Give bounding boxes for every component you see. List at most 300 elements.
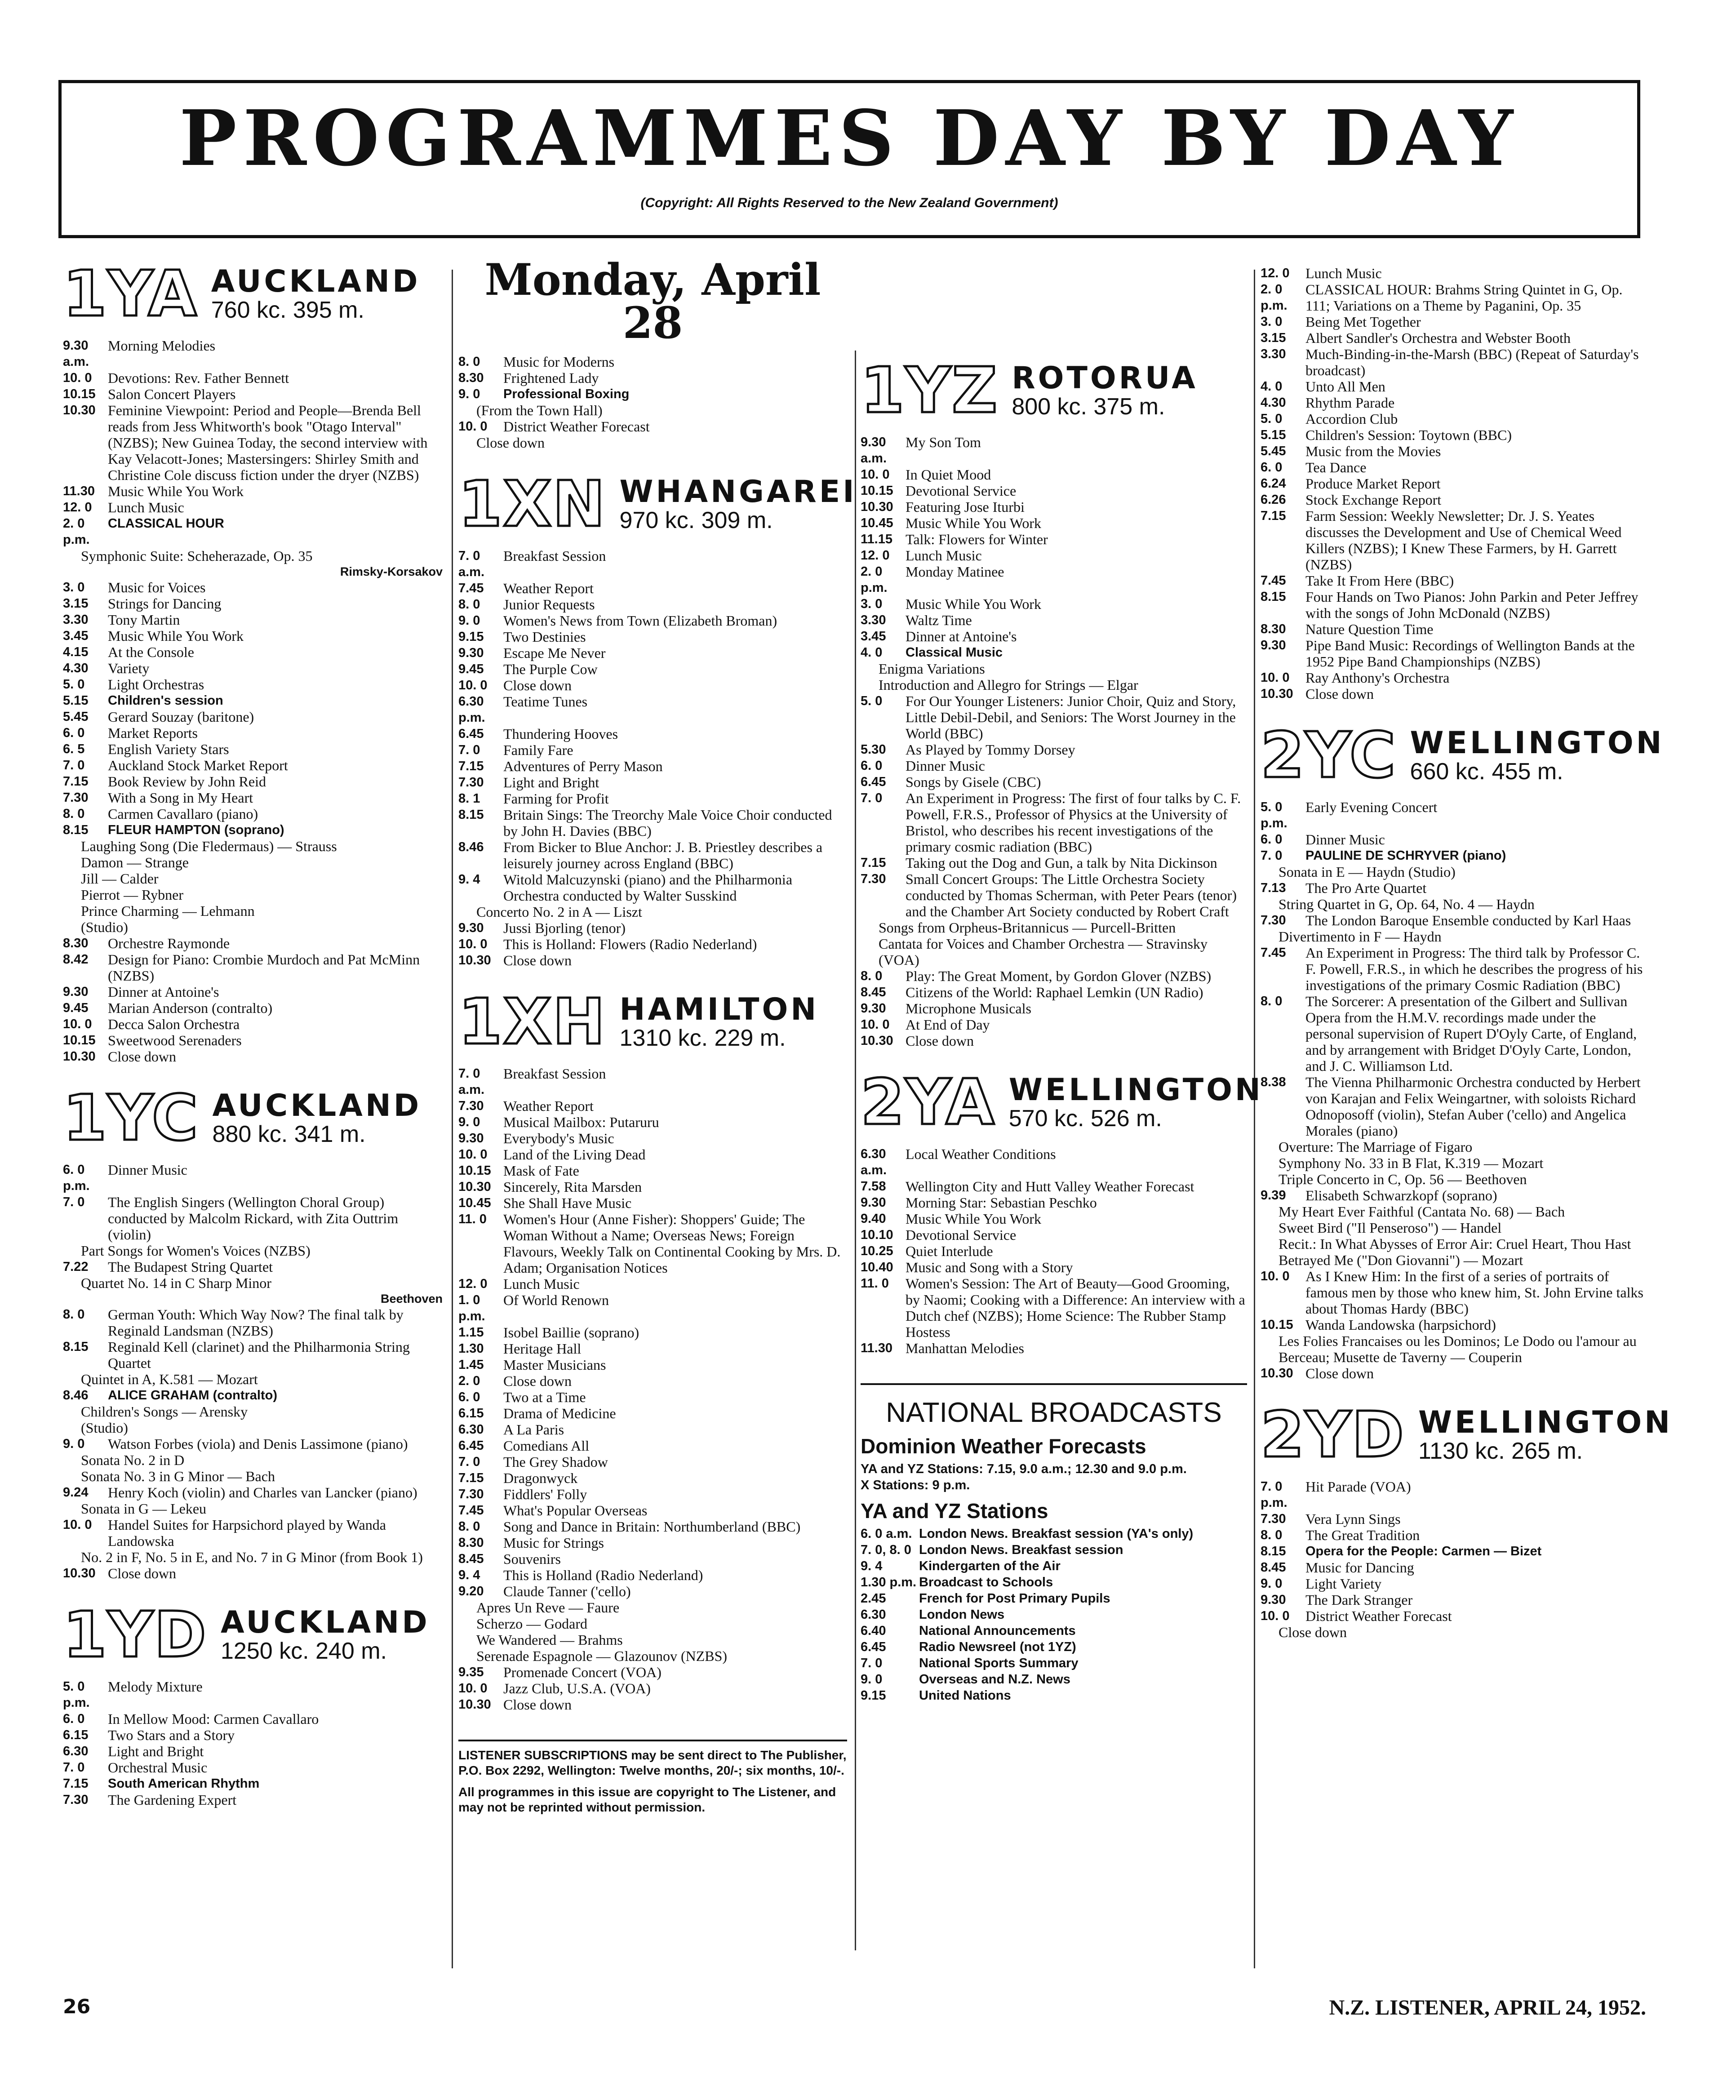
programme-item xyxy=(63,515,443,548)
programme-time: 8.15 xyxy=(1261,590,1286,604)
programme-item xyxy=(861,1033,1247,1049)
station-frequency: 1310 kc. 229 m. xyxy=(619,1025,786,1052)
programme-title: Promenade Concert (VOA) xyxy=(503,1664,662,1680)
programme-item xyxy=(63,1484,443,1501)
programme-time: 1.45 xyxy=(458,1358,484,1372)
programme-item xyxy=(458,1405,847,1421)
programme-item xyxy=(1261,589,1647,621)
programme-time: 10. 0 xyxy=(861,467,890,482)
programme-time: 4. 0 xyxy=(1261,379,1283,394)
programme-list xyxy=(861,434,1247,1049)
programme-title: Feminine Viewpoint: Period and People—Brenda Bell reads from Jess Whitworth's book "Otago Interval" (NZBS); New Guinea Today, the second interview with Kay Velacott-Jones; Mastersingers: Shirley Smith and Christine Cole discuss fiction under the dryer (NZBS) xyxy=(108,402,428,483)
programme-item xyxy=(63,499,443,515)
programme-item xyxy=(63,1517,443,1549)
programme-time: 7.30 xyxy=(861,872,886,886)
programme-time: 7.15 xyxy=(63,774,89,789)
programme-item xyxy=(458,1502,847,1518)
programme-item xyxy=(458,1211,847,1276)
programme-item xyxy=(63,1743,443,1759)
programme-title: Dinner Music xyxy=(1305,831,1385,848)
programme-title: The Sorcerer: A presentation of the Gilbert and Sullivan Opera from the H.M.V. recordings made under the personal supervision of Rupert D'Oyly Carte, of England, and by arrangement with Bridget D'Oyly Carte, London, and J. C. Williamson Ltd. xyxy=(1305,993,1637,1074)
programme-time: 10.30 xyxy=(458,1180,491,1194)
programme-time: 9.20 xyxy=(458,1584,484,1598)
programme-title: Rhythm Parade xyxy=(1305,395,1395,411)
national-time: 7. 0 xyxy=(861,1656,883,1670)
programme-time: 5.15 xyxy=(1261,428,1286,442)
programme-title: Britain Sings: The Treorchy Male Voice Choir conducted by John H. Davies (BBC) xyxy=(503,807,832,839)
forecast-title: Dominion Weather Forecasts xyxy=(861,1434,1146,1458)
programme-time: 8. 0 xyxy=(63,1307,85,1322)
programme-item xyxy=(1261,848,1647,864)
programme-list xyxy=(63,1162,443,1581)
programme-time: 7.22 xyxy=(63,1260,89,1274)
programme-time: 8. 0 xyxy=(861,969,883,983)
station-info xyxy=(1410,727,1665,785)
programme-title: Waltz Time xyxy=(906,612,972,628)
programme-item xyxy=(458,726,847,742)
programme-title: In Quiet Mood xyxy=(906,466,991,483)
programme-item xyxy=(861,1275,1247,1340)
programme-title: Two Destinies xyxy=(503,629,586,645)
national-title-text: Kindergarten of the Air xyxy=(919,1559,1061,1573)
programme-item xyxy=(63,1711,443,1727)
column-1 xyxy=(63,258,443,1826)
programme-title: Music While You Work xyxy=(108,628,244,644)
programme-title: Devotions: Rev. Father Bennett xyxy=(108,370,289,386)
programme-time: 9.45 xyxy=(63,1001,89,1015)
programme-time: 8.46 xyxy=(63,1388,89,1403)
programme-detail: Sonata in E — Haydn (Studio) xyxy=(1279,864,1456,880)
programme-time: 7. 0 xyxy=(63,758,85,773)
national-time: 9. 0 xyxy=(861,1672,883,1687)
forecast-line: X Stations: 9 p.m. xyxy=(861,1478,970,1492)
national-time: 7. 0, 8. 0 xyxy=(861,1543,911,1557)
programme-title: Sincerely, Rita Marsden xyxy=(503,1179,642,1195)
column-2 xyxy=(458,254,857,1815)
programme-item xyxy=(63,806,443,822)
programme-detail: Laughing Song (Die Fledermaus) — Strauss xyxy=(81,838,337,854)
programme-title: An Experiment in Progress: The first of four talks by C. F. Powell, F.R.S., Professor of Physics at the University of Bristol, who describes his recent investigations of the primary cosmic radiation (BBC) xyxy=(906,790,1241,855)
station-logo: 1XH xyxy=(458,986,606,1059)
programme-time: 7.30 xyxy=(1261,913,1286,928)
programme-title: Drama of Medicine xyxy=(503,1405,616,1421)
programme-title: Fiddlers' Folly xyxy=(503,1486,587,1502)
programme-time: 7. 0 xyxy=(458,743,480,757)
programme-item xyxy=(458,758,847,774)
station-info xyxy=(1418,1404,1673,1465)
station-frequency: 970 kc. 309 m. xyxy=(619,507,773,534)
programme-detail: Serenade Espagnole — Glazounov (NZBS) xyxy=(476,1648,728,1664)
national-time: 6.45 xyxy=(861,1640,886,1654)
programme-time: 6.45 xyxy=(458,727,484,741)
programme-item xyxy=(458,1421,847,1438)
programme-item xyxy=(1261,1543,1647,1559)
programme-time: 10.40 xyxy=(861,1260,893,1274)
station-header xyxy=(63,258,443,331)
programme-detail: Songs from Orpheus-Britannicus — Purcell-Britten xyxy=(879,919,1176,936)
programme-time: 2. 0 p.m. xyxy=(63,516,90,547)
programme-time: 11.30 xyxy=(861,1341,892,1355)
station-header xyxy=(63,1598,443,1672)
national-time: 6.30 xyxy=(861,1607,886,1622)
programme-item xyxy=(458,1324,847,1341)
programme-item xyxy=(63,579,443,595)
programme-title: The Purple Cow xyxy=(503,661,598,677)
programme-time: 6.26 xyxy=(1261,493,1286,507)
programme-time: 3.30 xyxy=(861,613,886,627)
programme-time: 10.15 xyxy=(861,484,893,498)
programme-time: 5. 0 p.m. xyxy=(1261,800,1288,830)
programme-item xyxy=(1261,993,1647,1074)
programme-title: Classical Music xyxy=(906,645,1003,660)
programme-item xyxy=(458,1551,847,1567)
programme-item xyxy=(458,774,847,790)
programme-item xyxy=(1261,1608,1647,1624)
programme-time: 9. 0 xyxy=(1261,1576,1283,1591)
column-3 xyxy=(861,354,1263,1704)
programme-time: 6.45 xyxy=(861,775,886,789)
programme-title: Jussi Bjorling (tenor) xyxy=(503,920,626,936)
programme-time: 10.15 xyxy=(63,1033,96,1048)
programme-title: Lunch Music xyxy=(906,547,982,564)
programme-title: German Youth: Which Way Now? The final talk by Reginald Landsman (NZBS) xyxy=(108,1306,404,1339)
programme-title: Carmen Cavallaro (piano) xyxy=(108,806,258,822)
programme-title: Nature Question Time xyxy=(1305,621,1434,637)
station-logo: 1YD xyxy=(63,1598,207,1672)
national-item xyxy=(861,1655,1247,1671)
programme-time: 8. 0 xyxy=(458,597,480,612)
programme-item xyxy=(458,1066,847,1098)
programme-item xyxy=(63,1759,443,1776)
programme-title: Taking out the Dog and Gun, a talk by Nita Dickinson xyxy=(906,855,1217,871)
programme-title: Lunch Music xyxy=(1305,265,1382,281)
programme-time: 6. 0 xyxy=(63,726,85,740)
programme-detail: Part Songs for Women's Voices (NZBS) xyxy=(81,1243,311,1259)
programme-detail: Quartet No. 14 in C Sharp Minor xyxy=(81,1275,271,1291)
programme-title: Book Review by John Reid xyxy=(108,773,266,790)
station-frequency: 880 kc. 341 m. xyxy=(212,1121,366,1148)
programme-title: Salon Concert Players xyxy=(108,386,236,402)
programme-item xyxy=(458,1470,847,1486)
programme-title: Local Weather Conditions xyxy=(906,1146,1056,1162)
programme-item xyxy=(1261,508,1647,573)
programme-item xyxy=(458,613,847,629)
programme-item xyxy=(861,855,1247,871)
programme-item xyxy=(63,741,443,757)
programme-item xyxy=(861,1000,1247,1017)
programme-item xyxy=(458,1130,847,1146)
programme-time: 10.30 xyxy=(458,1697,491,1712)
programme-title: Close down xyxy=(503,1696,572,1713)
station-frequency: 1130 kc. 265 m. xyxy=(1418,1438,1583,1465)
programme-item xyxy=(458,1357,847,1373)
station-logo: 2YC xyxy=(1261,719,1397,792)
programme-title: Women's Session: The Art of Beauty—Good Grooming, by Naomi; Cooking with a Difference: An interview with a Dutch chef (NZBS); Home Science: The Rubber Stamp Hostess xyxy=(906,1275,1245,1340)
programme-title: Being Met Together xyxy=(1305,314,1421,330)
programme-time: 3.30 xyxy=(63,613,89,627)
national-item xyxy=(861,1526,1247,1542)
station-info xyxy=(620,476,857,534)
page-title: PROGRAMMES DAY BY DAY xyxy=(179,93,1520,183)
programme-title: The English Singers (Wellington Choral Group) conducted by Malcolm Rickard, with Zita Outtrim (violin) xyxy=(108,1194,399,1243)
station-logo: 2YA xyxy=(861,1066,995,1139)
programme-title: ALICE GRAHAM (contralto) xyxy=(108,1388,277,1403)
programme-time: 7. 0 a.m. xyxy=(458,1066,485,1097)
programme-time: 7. 0 xyxy=(63,1760,85,1775)
programme-item xyxy=(1261,281,1647,314)
programme-item xyxy=(1261,492,1647,508)
station-info xyxy=(1012,362,1198,420)
programme-time: 8.30 xyxy=(1261,622,1286,636)
programme-time: 8. 0 xyxy=(63,807,85,821)
programme-detail: Pierrot — Rybner xyxy=(81,887,184,903)
programme-title: Two Stars and a Story xyxy=(108,1727,235,1743)
programme-item xyxy=(63,1565,443,1581)
programme-time: 10.45 xyxy=(861,516,893,530)
station-info xyxy=(213,1090,422,1148)
programme-item xyxy=(63,1678,443,1711)
programme-detail: Symphony No. 33 in B Flat, K.319 — Mozart xyxy=(1279,1155,1544,1171)
programme-title: Monday Matinee xyxy=(906,564,1004,580)
programme-item xyxy=(63,628,443,644)
programme-item xyxy=(458,354,847,370)
programme-time: 6. 0 p.m. xyxy=(63,1163,90,1193)
programme-item xyxy=(63,676,443,693)
national-title-text: National Sports Summary xyxy=(919,1656,1079,1670)
programme-title: Wanda Landowska (harpsichord) xyxy=(1305,1317,1496,1333)
programme-item xyxy=(458,677,847,693)
programme-time: 5.45 xyxy=(63,710,89,724)
composer-credit: Rimsky-Korsakov xyxy=(340,565,443,578)
programme-detail: Apres Un Reve — Faure xyxy=(476,1599,620,1616)
programme-time: 6.45 xyxy=(458,1438,484,1453)
programme-time: 10. 0 xyxy=(63,371,92,385)
programme-time: 3.15 xyxy=(63,596,89,611)
national-time: 2.45 xyxy=(861,1591,886,1606)
programme-title: Orchestre Raymonde xyxy=(108,935,230,951)
programme-item xyxy=(63,1032,443,1048)
column-rule xyxy=(855,351,856,1950)
station-info xyxy=(619,991,819,1052)
programme-time: 5. 0 xyxy=(63,677,85,692)
programme-title: Of World Renown xyxy=(503,1292,609,1308)
programme-title: Devotional Service xyxy=(906,483,1017,499)
programme-item xyxy=(1261,621,1647,637)
programme-time: 9.30 a.m. xyxy=(63,338,89,369)
programme-item xyxy=(458,1696,847,1713)
programme-title: For Our Younger Listeners: Junior Choir, Quiz and Story, Little Debil-Debil, and Seniors: The Worst Journey in the World (BBC) xyxy=(906,693,1236,741)
programme-title: Ray Anthony's Orchestra xyxy=(1305,670,1450,686)
national-title: NATIONAL BROADCASTS xyxy=(861,1383,1247,1429)
station-frequency: 660 kc. 455 m. xyxy=(1410,759,1563,785)
programme-time: 10. 0 xyxy=(1261,1609,1290,1623)
programme-title: Close down xyxy=(503,677,572,693)
programme-time: 5.30 xyxy=(861,742,886,757)
programme-detail: (From the Town Hall) xyxy=(476,402,603,418)
programme-item xyxy=(1261,1268,1647,1317)
programme-title: Thundering Hooves xyxy=(503,726,618,742)
programme-item xyxy=(458,920,847,936)
programme-item xyxy=(63,1436,443,1452)
programme-time: 8. 0 xyxy=(1261,1528,1283,1542)
programme-title: Mask of Fate xyxy=(503,1163,579,1179)
programme-title: The Vienna Philharmonic Orchestra conducted by Herbert von Karajan and Felix Weingartner, with soloists Richard Odnoposoff (violin), Stefan Auber ('cello) and Angelica Morales (piano) xyxy=(1305,1074,1641,1139)
programme-item xyxy=(458,1486,847,1502)
programme-title: Elisabeth Schwarzkopf (soprano) xyxy=(1305,1187,1497,1203)
programme-item xyxy=(63,644,443,660)
national-title-text: Overseas and N.Z. News xyxy=(919,1672,1070,1687)
programme-item xyxy=(63,1339,443,1371)
programme-title: Wellington City and Hutt Valley Weather Forecast xyxy=(906,1178,1194,1194)
programme-title: Light and Bright xyxy=(108,1743,204,1759)
programme-time: 2. 0 xyxy=(458,1374,480,1388)
programme-time: 7.45 xyxy=(1261,946,1286,960)
station-info xyxy=(221,1604,430,1665)
programme-time: 10. 0 xyxy=(458,937,488,951)
programme-list xyxy=(1261,265,1647,702)
programme-title: As I Knew Him: In the first of a series of portraits of famous men by those who knew him, St. John Ervine talks about Thomas Hardy (BBC) xyxy=(1305,1268,1643,1317)
day-title: Monday, April 28 xyxy=(484,254,821,348)
programme-time: 10. 0 xyxy=(1261,1269,1290,1283)
programme-title: Much-Binding-in-the-Marsh (BBC) (Repeat of Saturday's broadcast) xyxy=(1305,346,1639,378)
programme-time: 8. 0 xyxy=(458,1519,480,1534)
programme-time: 3.30 xyxy=(1261,347,1286,361)
programme-detail: Jill — Calder xyxy=(81,870,159,887)
programme-time: 9.40 xyxy=(861,1212,886,1226)
national-time: 1.30 p.m. xyxy=(861,1575,917,1589)
programme-time: 5.45 xyxy=(1261,444,1286,458)
programme-time: 7.30 xyxy=(63,790,89,805)
programme-title: Microphone Musicals xyxy=(906,1000,1031,1017)
programme-time: 8.42 xyxy=(63,952,89,967)
programme-item xyxy=(458,693,847,726)
programme-item xyxy=(458,645,847,661)
programme-title: With a Song in My Heart xyxy=(108,790,253,806)
programme-detail: Overture: The Marriage of Figaro xyxy=(1279,1139,1473,1155)
programme-time: 9. 0 xyxy=(458,387,480,401)
programme-item xyxy=(1261,475,1647,492)
programme-title: English Variety Stars xyxy=(108,741,229,757)
programme-detail: Triple Concerto in C, Op. 56 — Beethoven xyxy=(1279,1171,1527,1187)
programme-title: The London Baroque Ensemble conducted by Karl Haas xyxy=(1305,912,1631,928)
national-time: 6.40 xyxy=(861,1624,886,1638)
programme-list xyxy=(1261,1478,1647,1640)
programme-item xyxy=(861,644,1247,661)
national-item xyxy=(861,1574,1247,1590)
programme-title: As Played by Tommy Dorsey xyxy=(906,741,1075,758)
programme-time: 12. 0 xyxy=(63,500,92,515)
programme-time: 1. 0 p.m. xyxy=(458,1293,485,1323)
programme-item xyxy=(861,531,1247,547)
programme-title: A La Paris xyxy=(503,1421,564,1438)
station-logo: 1YC xyxy=(63,1082,199,1155)
programme-detail: Close down xyxy=(1279,1624,1347,1640)
programme-time: 7.45 xyxy=(1261,573,1286,588)
programme-title: In Mellow Mood: Carmen Cavallaro xyxy=(108,1711,319,1727)
programme-time: 8.30 xyxy=(458,1536,484,1550)
programme-title: Dinner at Antoine's xyxy=(108,984,219,1000)
programme-item xyxy=(458,1373,847,1389)
programme-title: Music for Moderns xyxy=(503,354,615,370)
programme-time: 8.15 xyxy=(458,808,484,822)
programme-item xyxy=(861,984,1247,1000)
programme-item xyxy=(1261,1592,1647,1608)
programme-detail: Enigma Variations xyxy=(879,661,985,677)
programme-time: 8. 0 xyxy=(458,355,480,369)
programme-time: 11.15 xyxy=(861,532,892,546)
programme-item xyxy=(458,1146,847,1163)
programme-item xyxy=(861,628,1247,644)
programme-item xyxy=(1261,1317,1647,1333)
programme-item xyxy=(63,660,443,676)
programme-item xyxy=(63,1792,443,1808)
programme-title: Women's Hour (Anne Fisher): Shoppers' Guide; The Woman Without a Name; Overseas News; Foreign Flavours, Weekly Talk on Continental Cooking by Mrs. D. Adam; Organisation Notices xyxy=(503,1211,841,1276)
programme-time: 6.30 xyxy=(458,1422,484,1437)
station-header xyxy=(458,986,847,1059)
programme-title: Talk: Flowers for Winter xyxy=(906,531,1048,547)
programme-time: 4.30 xyxy=(1261,395,1286,410)
programme-time: 8.15 xyxy=(63,1340,89,1354)
programme-time: 4. 0 xyxy=(861,645,883,660)
station-frequency: 1250 kc. 240 m. xyxy=(221,1638,387,1665)
programme-title: Heritage Hall xyxy=(503,1341,582,1357)
programme-time: 6. 0 xyxy=(861,759,883,773)
national-title-text: French for Post Primary Pupils xyxy=(919,1591,1110,1606)
national-time: 6. 0 a.m. xyxy=(861,1527,912,1541)
programme-title: Henry Koch (violin) and Charles van Lancker (piano) xyxy=(108,1484,417,1501)
programme-time: 9.30 xyxy=(1261,638,1286,653)
national-title-text: London News. Breakfast session xyxy=(919,1543,1123,1557)
programme-detail: No. 2 in F, No. 5 in E, and No. 7 in G Minor (from Book 1) xyxy=(81,1549,423,1565)
programme-item xyxy=(63,1162,443,1194)
programme-title: Master Musicians xyxy=(503,1357,606,1373)
programme-title: At the Console xyxy=(108,644,194,660)
programme-time: 9.30 a.m. xyxy=(861,435,887,466)
programme-time: 8.30 xyxy=(458,371,484,385)
programme-detail: Scherzo — Godard xyxy=(476,1616,588,1632)
programme-time: 6. 0 xyxy=(1261,460,1283,475)
composer-credit: Beethoven xyxy=(380,1292,443,1305)
programme-item xyxy=(861,1259,1247,1275)
programme-title: Teatime Tunes xyxy=(503,693,588,710)
programme-item xyxy=(458,1276,847,1292)
programme-item xyxy=(458,807,847,839)
programme-title: Take It From Here (BBC) xyxy=(1305,573,1454,589)
programme-time: 10.30 xyxy=(63,1566,96,1581)
programme-time: 9.30 xyxy=(1261,1593,1286,1607)
programme-time: 10.30 xyxy=(861,500,893,514)
programme-detail: (Studio) xyxy=(81,1420,128,1436)
national-item xyxy=(861,1671,1247,1687)
programme-title: Early Evening Concert xyxy=(1305,799,1438,815)
programme-item xyxy=(1261,1365,1647,1381)
station-city: AUCKLAND xyxy=(212,1088,422,1123)
programme-time: 12. 0 xyxy=(1261,266,1290,280)
programme-item xyxy=(458,629,847,645)
programme-item xyxy=(63,951,443,984)
programme-item xyxy=(63,709,443,725)
programme-time: 3. 0 xyxy=(1261,315,1283,329)
programme-title: Music and Song with a Story xyxy=(906,1259,1073,1275)
subscriptions-box xyxy=(458,1740,847,1815)
programme-time: 7.15 xyxy=(63,1776,89,1791)
programme-item xyxy=(458,418,847,435)
programme-time: 9.39 xyxy=(1261,1188,1286,1203)
programme-item xyxy=(458,952,847,968)
programme-title: Featuring Jose Iturbi xyxy=(906,499,1025,515)
programme-item xyxy=(1261,1559,1647,1576)
programme-time: 12. 0 xyxy=(458,1277,488,1291)
